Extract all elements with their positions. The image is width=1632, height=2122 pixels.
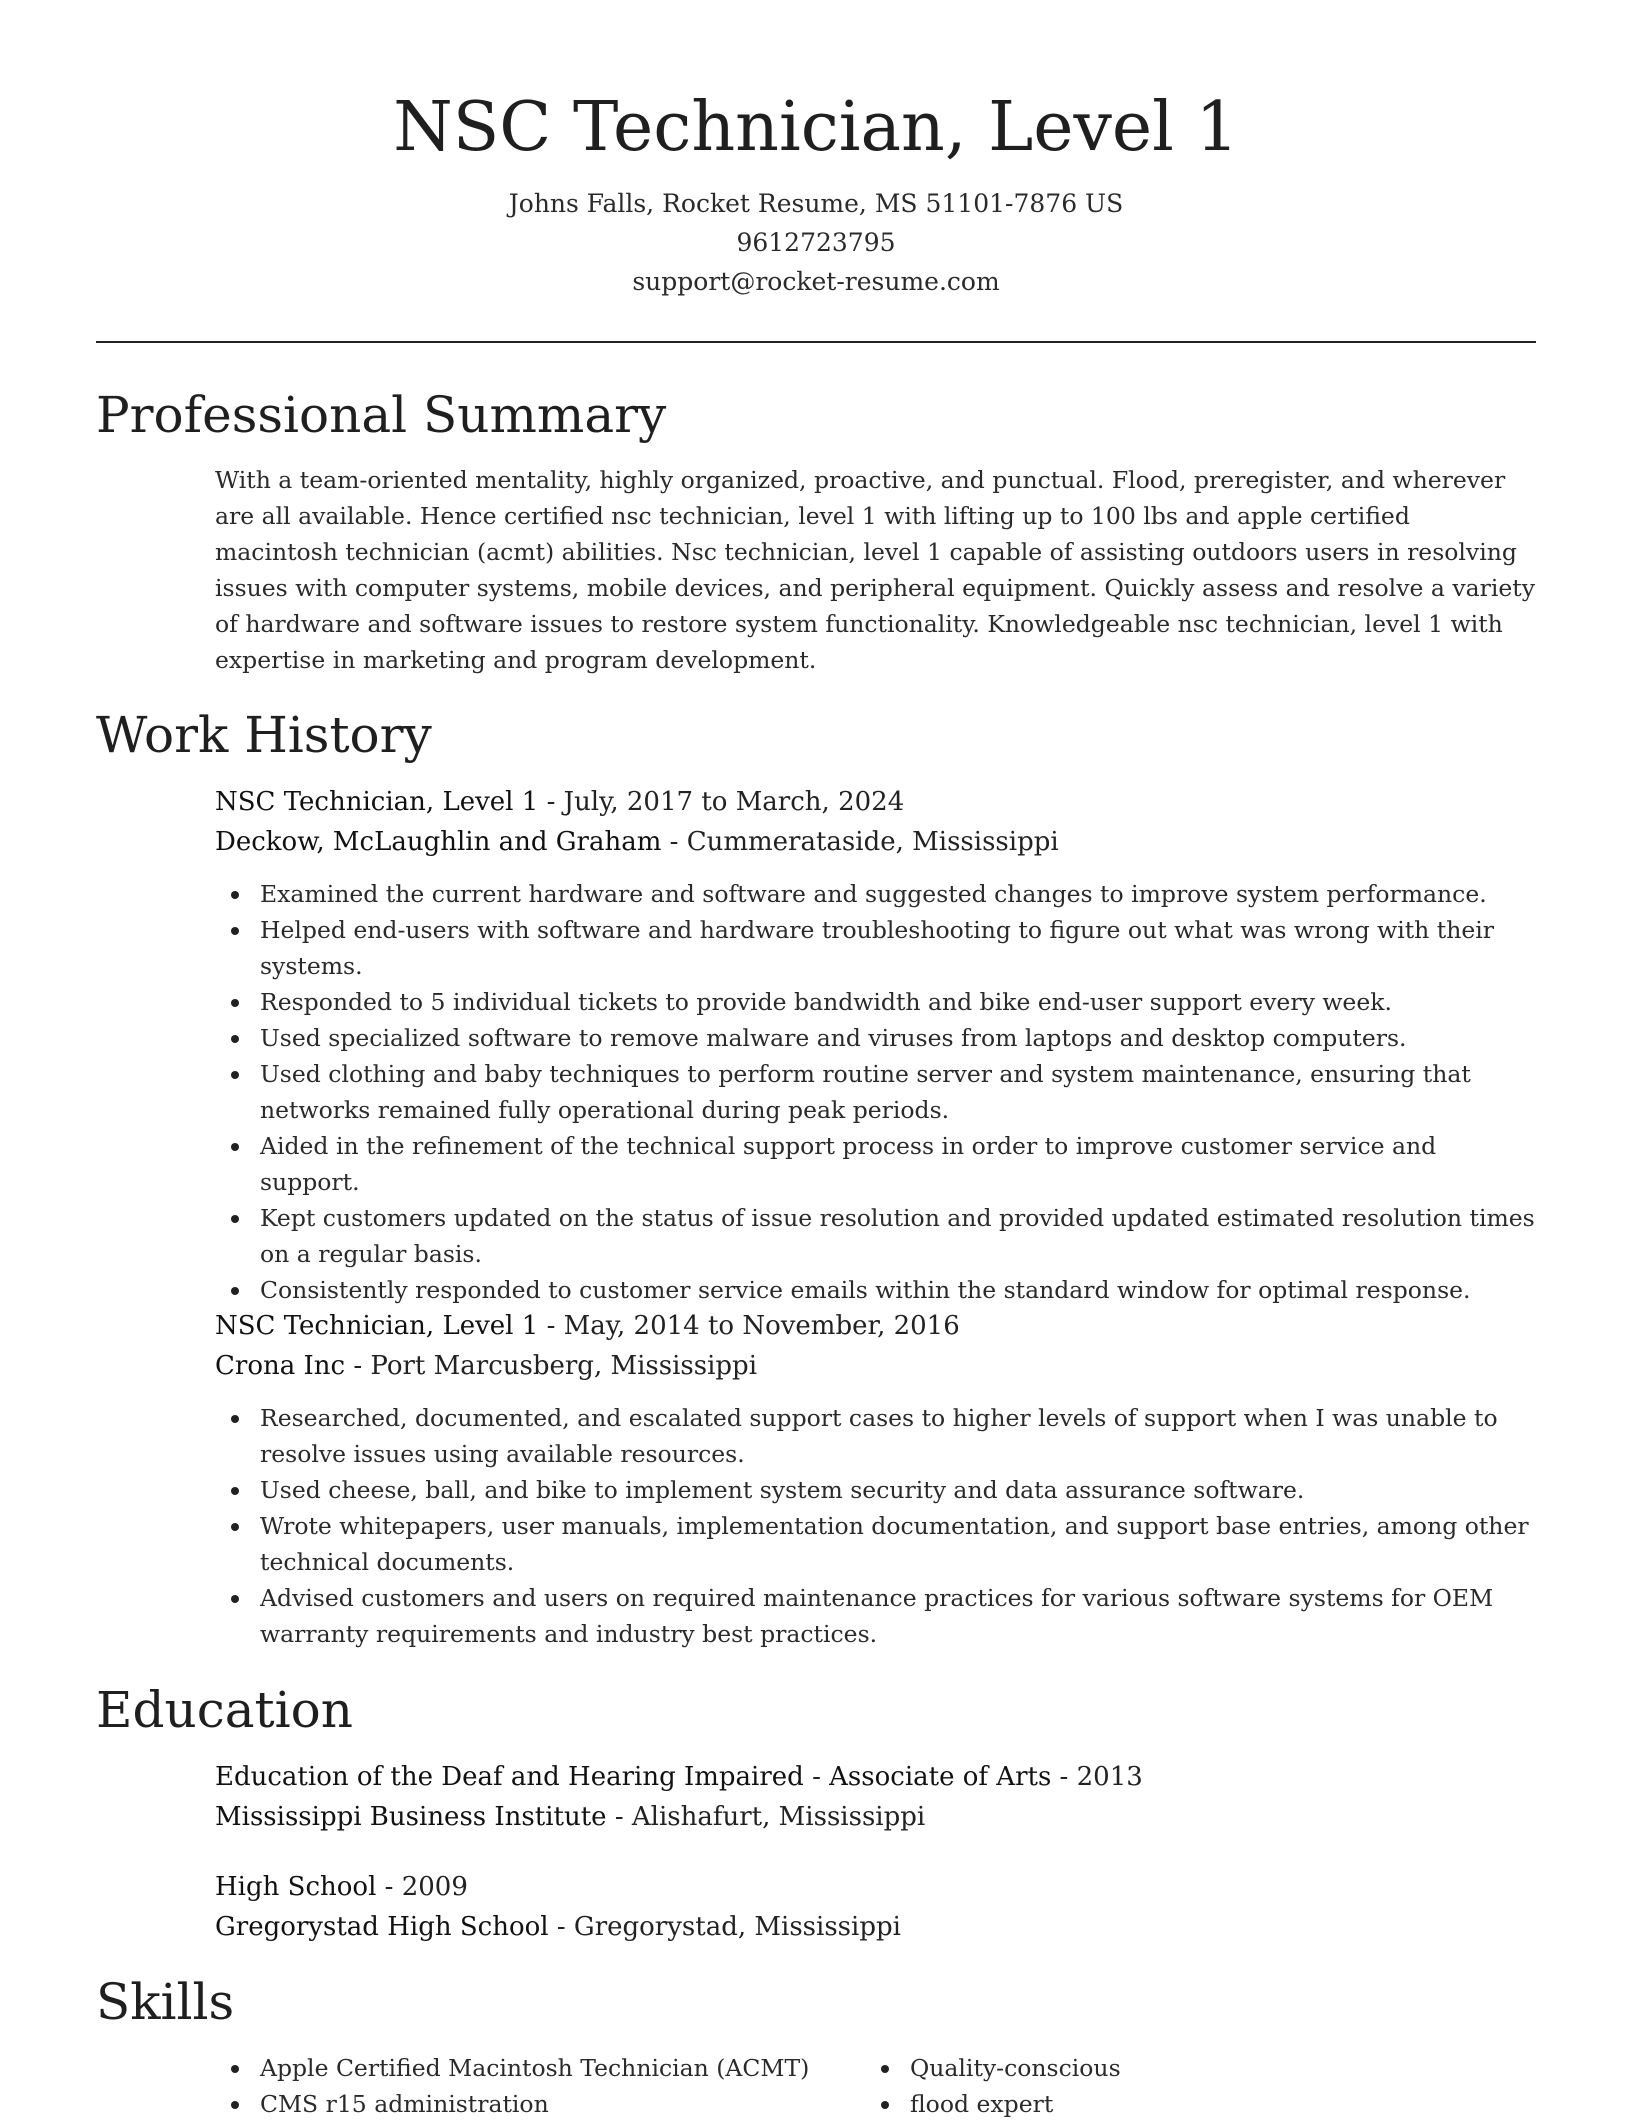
- education-school: Gregorystad High School: [215, 1912, 549, 1942]
- job-employer: Deckow, McLaughlin and Graham: [215, 827, 662, 857]
- separator: -: [538, 787, 564, 817]
- job-bullet: Aided in the refinement of the technical support process in order to improve customer service and support.: [215, 1128, 1535, 1200]
- job-bullet: Consistently responded to customer service emails within the standard window for optimal response.: [215, 1272, 1535, 1308]
- skill-item: flood expert: [865, 2086, 1505, 2122]
- education-degree-line: [215, 1757, 1535, 1797]
- education-program: Education of the Deaf and Hearing Impaired: [215, 1762, 804, 1792]
- job-dates: July, 2017 to March, 2024: [563, 787, 905, 817]
- job-title-line: [215, 782, 1535, 822]
- education-school: Mississippi Business Institute: [215, 1802, 607, 1832]
- skill-item: Apple Certified Macintosh Technician (ACMT): [215, 2050, 855, 2086]
- summary-text: With a team-oriented mentality, highly organized, proactive, and punctual. Flood, preregister, and wherever are all available. Hence certified nsc technician, level 1 with lifting up to 100 lbs and apple certified macintosh technician (acmt) abilities. Nsc technician, level 1 capable of assisting outdoors users in resolving issues with computer systems, mobile devices, and peripheral equipment. Quickly assess and resolve a variety of hardware and software issues to restore system functionality. Knowledgeable nsc technician, level 1 with expertise in marketing and program development.: [215, 466, 1535, 674]
- job-bullet: Examined the current hardware and software and suggested changes to improve system performance.: [215, 876, 1535, 912]
- education-entry: [215, 1757, 1535, 1837]
- skill-item: Quality-conscious: [865, 2050, 1505, 2086]
- skills-column-left: [215, 2050, 855, 2122]
- job-bullet: Researched, documented, and escalated support cases to higher levels of support when I was unable to resolve issues using available resources.: [215, 1400, 1535, 1472]
- separator: -: [345, 1351, 371, 1381]
- education-year: 2009: [401, 1872, 468, 1902]
- job-title-line: [215, 1306, 1535, 1346]
- job-location: Cummerataside, Mississippi: [686, 827, 1059, 857]
- job-bullet-list: [215, 876, 1535, 1308]
- education-degree-line: [215, 1867, 1535, 1907]
- job-bullet: Helped end-users with software and hardware troubleshooting to figure out what was wrong with their systems.: [215, 912, 1535, 984]
- job-bullet: Kept customers updated on the status of issue resolution and provided updated estimated resolution times on a regular basis.: [215, 1200, 1535, 1272]
- separator: -: [661, 827, 687, 857]
- separator: -: [803, 1762, 830, 1792]
- job-title: NSC Technician, Level 1: [215, 787, 539, 817]
- job-bullet: Responded to 5 individual tickets to provide bandwidth and bike end-user support every week.: [215, 984, 1535, 1020]
- education-degree: Associate of Arts: [829, 1762, 1052, 1792]
- resume-header: [96, 80, 1536, 301]
- job-entry: [215, 782, 1535, 1308]
- job-entry: [215, 1306, 1535, 1652]
- education-year: 2013: [1076, 1762, 1143, 1792]
- contact-address: Johns Falls, Rocket Resume, MS 51101-7876 US: [508, 189, 1124, 218]
- job-bullet: Used clothing and baby techniques to perform routine server and system maintenance, ensuring that networks remained fully operational during peak periods.: [215, 1056, 1535, 1128]
- job-title: NSC Technician, Level 1: [215, 1311, 539, 1341]
- job-bullet: Wrote whitepapers, user manuals, implementation documentation, and support base entries, among other technical documents.: [215, 1508, 1535, 1580]
- job-dates: May, 2014 to November, 2016: [563, 1311, 960, 1341]
- section-heading-work-history: Work History: [96, 706, 432, 764]
- header-divider: [96, 341, 1536, 343]
- job-employer: Crona Inc: [215, 1351, 346, 1381]
- education-location: Alishafurt, Mississippi: [631, 1802, 926, 1832]
- separator: -: [606, 1802, 632, 1832]
- education-entry: [215, 1867, 1535, 1947]
- skills-list: [215, 2050, 855, 2122]
- separator: -: [538, 1311, 564, 1341]
- education-school-line: [215, 1797, 1535, 1837]
- separator: -: [1051, 1762, 1077, 1792]
- section-heading-skills: Skills: [96, 1973, 235, 2031]
- resume-name: NSC Technician, Level 1: [393, 88, 1239, 167]
- section-heading-education: Education: [96, 1681, 353, 1739]
- contact-phone: 9612723795: [736, 228, 896, 257]
- job-bullet: Used specialized software to remove malware and viruses from laptops and desktop computers.: [215, 1020, 1535, 1056]
- job-employer-line: [215, 822, 1535, 862]
- skills-column-right: [865, 2050, 1505, 2122]
- separator: -: [548, 1912, 574, 1942]
- job-employer-line: [215, 1346, 1535, 1386]
- education-school-line: [215, 1907, 1535, 1947]
- skill-item: CMS r15 administration: [215, 2086, 855, 2122]
- section-heading-summary: Professional Summary: [96, 386, 667, 444]
- separator: -: [376, 1872, 402, 1902]
- job-bullet: Advised customers and users on required maintenance practices for various software systems for OEM warranty requirements and industry best practices.: [215, 1580, 1535, 1652]
- job-location: Port Marcusberg, Mississippi: [370, 1351, 758, 1381]
- skills-list: [865, 2050, 1505, 2122]
- job-bullet: Used cheese, ball, and bike to implement system security and data assurance software.: [215, 1472, 1535, 1508]
- job-bullet-list: [215, 1400, 1535, 1652]
- summary-block: [215, 462, 1535, 678]
- contact-email: support@rocket-resume.com: [632, 267, 1000, 296]
- education-program: High School: [215, 1872, 377, 1902]
- education-location: Gregorystad, Mississippi: [573, 1912, 901, 1942]
